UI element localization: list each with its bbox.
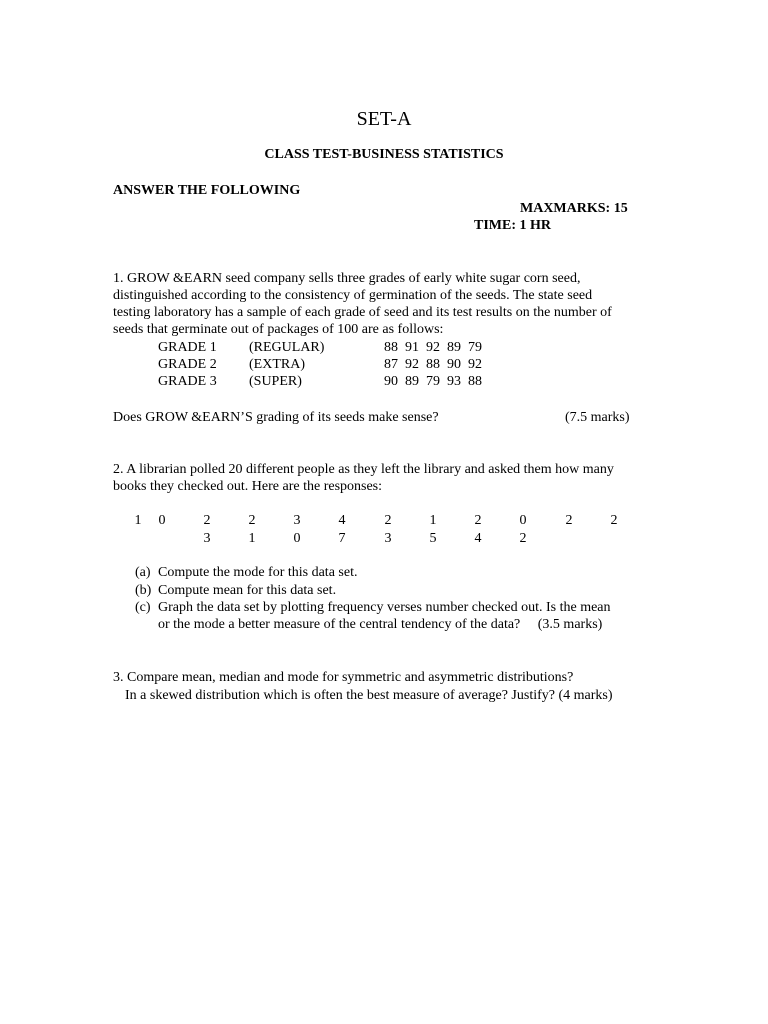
response-value: 1: [134, 513, 142, 528]
time-allowed: TIME: 1 HR: [474, 218, 551, 233]
response-value: 4: [474, 531, 482, 546]
response-value: 4: [338, 513, 346, 528]
response-value: 2: [203, 513, 211, 528]
q3-line: 3. Compare mean, median and mode for symmetric and asymmetric distributions?: [113, 670, 574, 685]
grade-row-2: [158, 356, 558, 373]
response-value: 2: [565, 513, 573, 528]
response-value: 0: [519, 513, 527, 528]
response-value: 0: [158, 513, 166, 528]
q2-part-c: [135, 599, 655, 633]
part-text: Compute the mode for this data set.: [158, 565, 358, 580]
response-value: 7: [338, 531, 346, 546]
max-marks: MAXMARKS: 15: [520, 201, 628, 216]
instruction-text: ANSWER THE FOLLOWING: [113, 183, 301, 198]
question-1-text: [113, 270, 658, 338]
q3-line: In a skewed distribution which is often the best measure of average? Justify? (4 marks): [125, 688, 613, 703]
question-2-text: [113, 461, 658, 495]
q1-line: 1. GROW &EARN seed company sells three grades of early white sugar corn seed,: [113, 271, 581, 286]
response-value: 3: [293, 513, 301, 528]
set-title: SET-A: [356, 108, 412, 130]
response-value: 2: [519, 531, 527, 546]
part-text: Compute mean for this data set.: [158, 583, 337, 598]
part-text: or the mode a better measure of the central tendency of the data? (3.5 marks): [158, 617, 603, 632]
part-label: (a): [135, 565, 151, 580]
grade-label: GRADE 2: [158, 357, 217, 372]
response-value: 0: [293, 531, 301, 546]
response-value: 2: [248, 513, 256, 528]
q2-part-b: [135, 582, 655, 599]
response-value: 5: [429, 531, 437, 546]
grade-row-1: [158, 339, 558, 356]
q1-question: Does GROW &EARN’S grading of its seeds make sense?: [113, 410, 439, 425]
grade-label: GRADE 3: [158, 374, 217, 389]
grade-name: (EXTRA): [249, 357, 305, 372]
q1-line: distinguished according to the consistency of germination of the seeds. The state seed: [113, 288, 593, 303]
part-label: (b): [135, 583, 152, 598]
part-text: Graph the data set by plotting frequency verses number checked out. Is the mean: [158, 600, 611, 615]
grade-values: 87 92 88 90 92: [384, 357, 482, 372]
grade-values: 90 89 79 93 88: [384, 374, 482, 389]
response-value: 1: [429, 513, 437, 528]
q2-line: books they checked out. Here are the responses:: [113, 479, 383, 494]
grade-row-3: [158, 373, 558, 390]
response-value: 1: [248, 531, 256, 546]
response-value: 2: [610, 513, 618, 528]
response-value: 2: [474, 513, 482, 528]
response-value: 3: [203, 531, 211, 546]
response-value: 2: [384, 513, 392, 528]
grade-name: (SUPER): [249, 374, 302, 389]
grade-values: 88 91 92 89 79: [384, 340, 482, 355]
q1-line: testing laboratory has a sample of each grade of seed and its test results on the number of: [113, 305, 612, 320]
q2-line: 2. A librarian polled 20 different people as they left the library and asked them how many: [113, 462, 614, 477]
grade-name: (REGULAR): [249, 340, 325, 355]
test-title: CLASS TEST-BUSINESS STATISTICS: [264, 147, 504, 162]
q1-marks: (7.5 marks): [565, 410, 630, 425]
grade-label: GRADE 1: [158, 340, 217, 355]
response-value: 3: [384, 531, 392, 546]
part-label: (c): [135, 600, 151, 615]
q2-part-a: [135, 564, 655, 581]
q1-line: seeds that germinate out of packages of 100 are as follows:: [113, 322, 444, 337]
